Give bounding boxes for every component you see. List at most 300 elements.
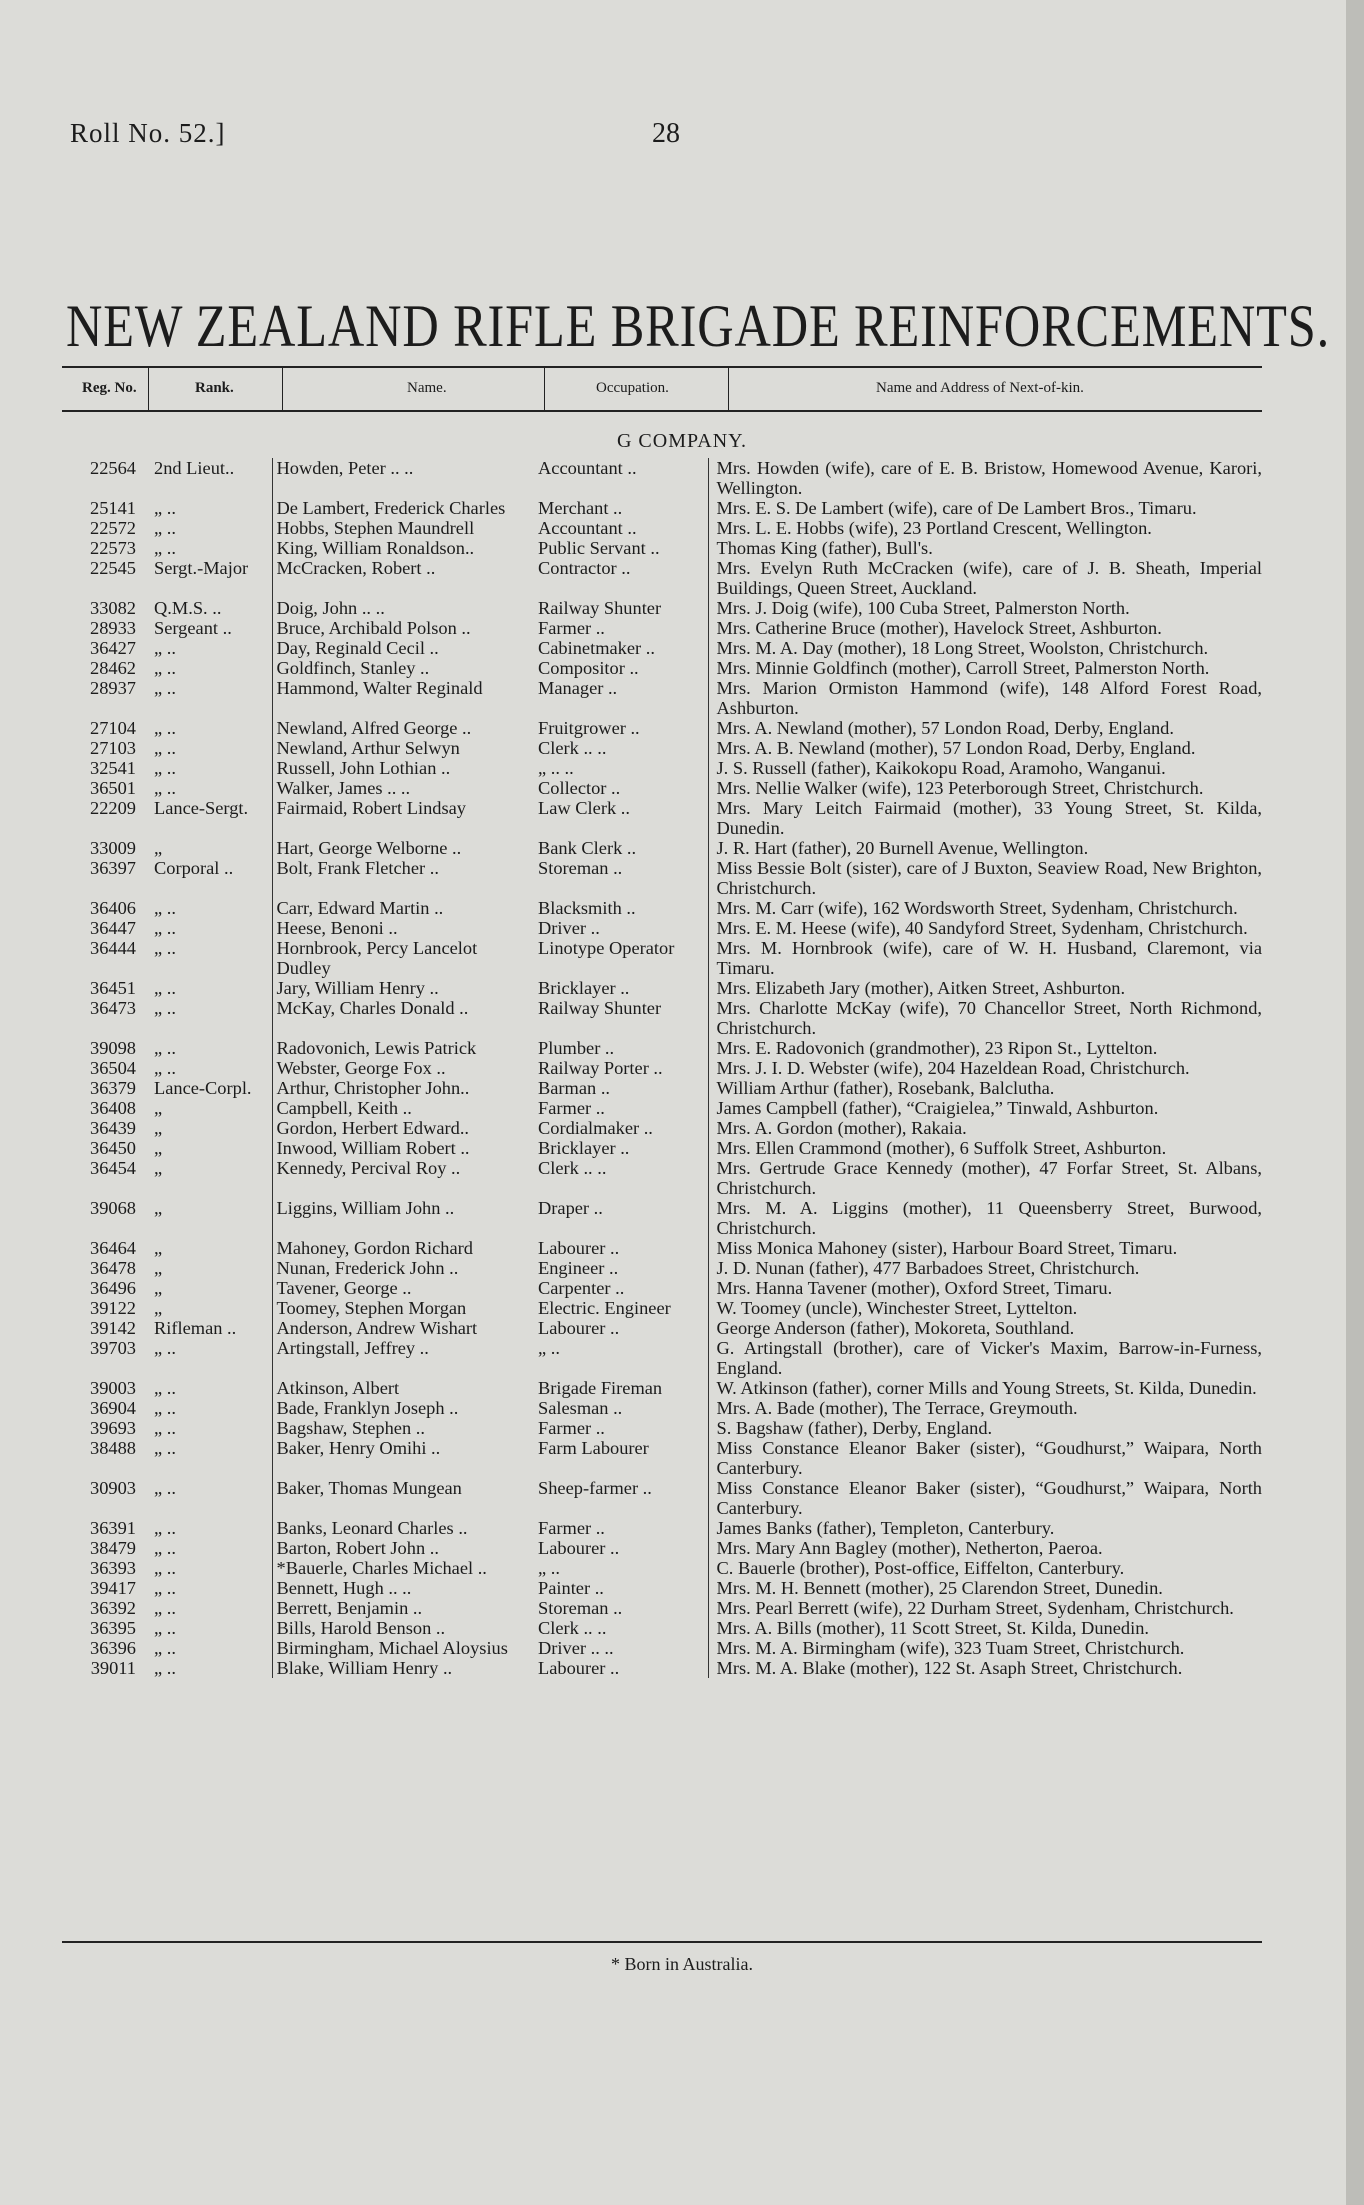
reg-no-cell: 39122 (90, 1298, 136, 1318)
table-row (62, 1098, 1262, 1118)
table-row (62, 598, 1262, 618)
table-row (62, 458, 1262, 498)
occupation-cell: Manager .. (538, 678, 618, 698)
table-row (62, 1278, 1262, 1298)
rank-cell: „ .. (154, 778, 176, 798)
rank-cell: „ (154, 1158, 163, 1178)
roll-table (62, 458, 1262, 1678)
reg-no-cell: 22572 (90, 518, 136, 538)
reg-no-cell: 33009 (90, 838, 136, 858)
table-row (62, 658, 1262, 678)
name-cell: Doig, John .. .. (272, 598, 530, 618)
table-row (62, 1138, 1262, 1158)
table-row (62, 1438, 1262, 1478)
occupation-cell: Labourer .. (538, 1238, 620, 1258)
name-cell: McKay, Charles Donald .. (272, 998, 530, 1038)
name-cell: King, William Ronaldson.. (272, 538, 530, 558)
table-row (62, 1638, 1262, 1658)
reg-no-cell: 36395 (90, 1618, 136, 1638)
occupation-cell: Cordialmaker .. (538, 1118, 653, 1138)
rank-cell: Lance-Corpl. (154, 1078, 252, 1098)
occupation-cell: Farmer .. (538, 1518, 605, 1538)
rank-cell: „ .. (154, 1658, 176, 1678)
rank-cell: „ .. (154, 1538, 176, 1558)
next-of-kin-cell: Miss Bessie Bolt (sister), care of J Buxton, Seaview Road, New Brighton, Christchurch. (708, 858, 1262, 898)
occupation-cell: Electric. Engineer (538, 1298, 671, 1318)
next-of-kin-cell: Mrs. Charlotte McKay (wife), 70 Chancellor Street, North Richmond, Christchurch. (708, 998, 1262, 1038)
name-cell: Baker, Thomas Mungean (272, 1478, 530, 1518)
next-of-kin-cell: Mrs. Evelyn Ruth McCracken (wife), care of J. B. Sheath, Imperial Buildings, Queen Street, Auckland. (708, 558, 1262, 598)
table-row (62, 1158, 1262, 1198)
table-row (62, 638, 1262, 658)
reg-no-cell: 27103 (90, 738, 136, 758)
next-of-kin-cell: Mrs. A. Newland (mother), 57 London Road, Derby, England. (708, 718, 1262, 738)
next-of-kin-cell: Miss Monica Mahoney (sister), Harbour Board Street, Timaru. (708, 1238, 1262, 1258)
name-cell: Bagshaw, Stephen .. (272, 1418, 530, 1438)
occupation-cell: Railway Shunter (538, 998, 662, 1018)
name-cell: Tavener, George .. (272, 1278, 530, 1298)
col-divider (148, 368, 149, 410)
name-cell: Goldfinch, Stanley .. (272, 658, 530, 678)
table-row (62, 1058, 1262, 1078)
occupation-cell: „ .. (538, 1338, 560, 1358)
next-of-kin-cell: Mrs. M. Hornbrook (wife), care of W. H. Husband, Claremont, via Timaru. (708, 938, 1262, 978)
next-of-kin-cell: Mrs. E. S. De Lambert (wife), care of De Lambert Bros., Timaru. (708, 498, 1262, 518)
reg-no-cell: 36454 (90, 1158, 136, 1178)
next-of-kin-cell: G. Artingstall (brother), care of Vicker's Maxim, Barrow-in-Furness, England. (708, 1338, 1262, 1378)
table-row (62, 778, 1262, 798)
rank-cell: „ (154, 1118, 163, 1138)
next-of-kin-cell: Mrs. A. Gordon (mother), Rakaia. (708, 1118, 1262, 1138)
next-of-kin-cell: Mrs. E. Radovonich (grandmother), 23 Ripon St., Lyttelton. (708, 1038, 1262, 1058)
name-cell: Birmingham, Michael Aloysius (272, 1638, 530, 1658)
table-row (62, 1598, 1262, 1618)
name-cell: Gordon, Herbert Edward.. (272, 1118, 530, 1138)
next-of-kin-cell: James Campbell (father), “Craigielea,” Tinwald, Ashburton. (708, 1098, 1262, 1118)
rank-cell: „ .. (154, 678, 176, 698)
name-cell: Anderson, Andrew Wishart (272, 1318, 530, 1338)
name-cell: Howden, Peter .. .. (272, 458, 530, 498)
name-cell: Bolt, Frank Fletcher .. (272, 858, 530, 898)
reg-no-cell: 36397 (90, 858, 136, 878)
rank-cell: Sergt.-Major (154, 558, 249, 578)
table-row (62, 1038, 1262, 1058)
reg-no-cell: 36451 (90, 978, 136, 998)
name-cell: Radovonich, Lewis Patrick (272, 1038, 530, 1058)
occupation-cell: Linotype Operator (538, 938, 675, 958)
table-row (62, 738, 1262, 758)
occupation-cell: Labourer .. (538, 1538, 620, 1558)
name-cell: Banks, Leonard Charles .. (272, 1518, 530, 1538)
occupation-cell: Farm Labourer (538, 1438, 649, 1458)
rank-cell: „ .. (154, 658, 176, 678)
rank-cell: „ (154, 1198, 163, 1218)
rank-cell: „ .. (154, 1438, 176, 1458)
occupation-cell: Fruitgrower .. (538, 718, 640, 738)
reg-no-cell: 28462 (90, 658, 136, 678)
occupation-cell: Brigade Fireman (538, 1378, 663, 1398)
next-of-kin-cell: Mrs. Gertrude Grace Kennedy (mother), 47 Forfar Street, St. Albans, Christchurch. (708, 1158, 1262, 1198)
next-of-kin-cell: Mrs. M. A. Liggins (mother), 11 Queensberry Street, Burwood, Christchurch. (708, 1198, 1262, 1238)
occupation-cell: Storeman .. (538, 858, 623, 878)
rank-cell: „ (154, 1098, 163, 1118)
occupation-cell: Farmer .. (538, 618, 605, 638)
name-cell: Day, Reginald Cecil .. (272, 638, 530, 658)
company-heading: G COMPANY. (616, 430, 748, 452)
reg-no-cell: 33082 (90, 598, 136, 618)
next-of-kin-cell: J. S. Russell (father), Kaikokopu Road, Aramoho, Wanganui. (708, 758, 1262, 778)
table-row (62, 1418, 1262, 1438)
reg-no-cell: 36447 (90, 918, 136, 938)
page-edge (1346, 0, 1364, 2205)
table-row (62, 1398, 1262, 1418)
table-row (62, 898, 1262, 918)
next-of-kin-cell: George Anderson (father), Mokoreta, Southland. (708, 1318, 1262, 1338)
name-cell: Hobbs, Stephen Maundrell (272, 518, 530, 538)
rank-cell: „ (154, 1278, 163, 1298)
occupation-cell: Accountant .. (538, 458, 637, 478)
table-row (62, 858, 1262, 898)
table-row (62, 1198, 1262, 1238)
reg-no-cell: 22564 (90, 458, 136, 478)
next-of-kin-cell: Mrs. M. A. Birmingham (wife), 323 Tuam Street, Christchurch. (708, 1638, 1262, 1658)
rank-cell: „ .. (154, 1558, 176, 1578)
name-cell: Kennedy, Percival Roy .. (272, 1158, 530, 1198)
occupation-cell: Bank Clerk .. (538, 838, 637, 858)
occupation-cell: Railway Porter .. (538, 1058, 663, 1078)
reg-no-cell: 36427 (90, 638, 136, 658)
rank-cell: „ .. (154, 738, 176, 758)
reg-no-cell: 36406 (90, 898, 136, 918)
next-of-kin-cell: Mrs. Howden (wife), care of E. B. Bristow, Homewood Avenue, Karori, Wellington. (708, 458, 1262, 498)
name-cell: Inwood, William Robert .. (272, 1138, 530, 1158)
table-row (62, 918, 1262, 938)
name-cell: De Lambert, Frederick Charles (272, 498, 530, 518)
occupation-cell: Clerk .. .. (538, 1158, 607, 1178)
reg-no-cell: 28937 (90, 678, 136, 698)
rank-cell: „ .. (154, 1418, 176, 1438)
next-of-kin-cell: Mrs. Catherine Bruce (mother), Havelock Street, Ashburton. (708, 618, 1262, 638)
occupation-cell: Draper .. (538, 1198, 603, 1218)
next-of-kin-cell: Mrs. Marion Ormiston Hammond (wife), 148 Alford Forest Road, Ashburton. (708, 678, 1262, 718)
next-of-kin-cell: Mrs. E. M. Heese (wife), 40 Sandyford Street, Sydenham, Christchurch. (708, 918, 1262, 938)
reg-no-cell: 38479 (90, 1538, 136, 1558)
reg-no-cell: 39703 (90, 1338, 136, 1358)
next-of-kin-cell: Miss Constance Eleanor Baker (sister), “Goudhurst,” Waipara, North Canterbury. (708, 1478, 1262, 1518)
reg-no-cell: 25141 (90, 498, 136, 518)
occupation-cell: Blacksmith .. (538, 898, 636, 918)
next-of-kin-cell: J. D. Nunan (father), 477 Barbadoes Street, Christchurch. (708, 1258, 1262, 1278)
rank-cell: „ .. (154, 1638, 176, 1658)
rank-cell: „ .. (154, 538, 176, 558)
occupation-cell: Driver .. (538, 918, 600, 938)
table-row (62, 1538, 1262, 1558)
table-row (62, 518, 1262, 538)
reg-no-cell: 36408 (90, 1098, 136, 1118)
footnote: * Born in Australia. (611, 1954, 753, 1974)
reg-no-cell: 22209 (90, 798, 136, 818)
reg-no-cell: 36439 (90, 1118, 136, 1138)
reg-no-cell: 27104 (90, 718, 136, 738)
reg-no-cell: 36473 (90, 998, 136, 1018)
occupation-cell: Law Clerk .. (538, 798, 630, 818)
table-row (62, 1478, 1262, 1518)
rank-cell: „ .. (154, 1598, 176, 1618)
reg-no-cell: 36391 (90, 1518, 136, 1538)
next-of-kin-cell: Mrs. M. Carr (wife), 162 Wordsworth Street, Sydenham, Christchurch. (708, 898, 1262, 918)
col-divider (282, 368, 283, 410)
header-rule-bottom (62, 410, 1262, 412)
name-cell: Blake, William Henry .. (272, 1658, 530, 1678)
occupation-cell: Public Servant .. (538, 538, 660, 558)
table-row (62, 1118, 1262, 1138)
reg-no-cell: 36904 (90, 1398, 136, 1418)
reg-no-cell: 36450 (90, 1138, 136, 1158)
table-row (62, 978, 1262, 998)
reg-no-cell: 39068 (90, 1198, 136, 1218)
next-of-kin-cell: Mrs. A. Bills (mother), 11 Scott Street, St. Kilda, Dunedin. (708, 1618, 1262, 1638)
table-row (62, 538, 1262, 558)
reg-no-cell: 36393 (90, 1558, 136, 1578)
table-row (62, 1298, 1262, 1318)
col-name: Name. (407, 380, 447, 396)
rank-cell: „ .. (154, 1578, 176, 1598)
reg-no-cell: 39098 (90, 1038, 136, 1058)
next-of-kin-cell: W. Toomey (uncle), Winchester Street, Lyttelton. (708, 1298, 1262, 1318)
occupation-cell: Engineer .. (538, 1258, 619, 1278)
occupation-cell: Labourer .. (538, 1658, 620, 1678)
name-cell: Hornbrook, Percy Lancelot Dudley (272, 938, 530, 978)
occupation-cell: Merchant .. (538, 498, 623, 518)
reg-no-cell: 38488 (90, 1438, 136, 1458)
col-rank: Rank. (195, 380, 234, 396)
next-of-kin-cell: Miss Constance Eleanor Baker (sister), “Goudhurst,” Waipara, North Canterbury. (708, 1438, 1262, 1478)
column-header-row (62, 368, 1262, 410)
name-cell: Arthur, Christopher John.. (272, 1078, 530, 1098)
page-number: 28 (652, 118, 680, 149)
rank-cell: „ .. (154, 1618, 176, 1638)
name-cell: Heese, Benoni .. (272, 918, 530, 938)
rank-cell: „ .. (154, 998, 176, 1018)
occupation-cell: Storeman .. (538, 1598, 623, 1618)
name-cell: Fairmaid, Robert Lindsay (272, 798, 530, 838)
table-row (62, 618, 1262, 638)
occupation-cell: Driver .. .. (538, 1638, 614, 1658)
next-of-kin-cell: Mrs. A. Bade (mother), The Terrace, Greymouth. (708, 1398, 1262, 1418)
rank-cell: 2nd Lieut.. (154, 458, 235, 478)
rank-cell: „ .. (154, 1338, 176, 1358)
table-row (62, 1258, 1262, 1278)
table-row (62, 1658, 1262, 1678)
name-cell: Barton, Robert John .. (272, 1538, 530, 1558)
name-cell: Mahoney, Gordon Richard (272, 1238, 530, 1258)
table-row (62, 1338, 1262, 1378)
col-divider (544, 368, 545, 410)
table-row (62, 678, 1262, 718)
next-of-kin-cell: J. R. Hart (father), 20 Burnell Avenue, Wellington. (708, 838, 1262, 858)
next-of-kin-cell: Mrs. M. A. Day (mother), 18 Long Street, Woolston, Christchurch. (708, 638, 1262, 658)
table-row (62, 998, 1262, 1038)
occupation-cell: Clerk .. .. (538, 1618, 607, 1638)
name-cell: Russell, John Lothian .. (272, 758, 530, 778)
name-cell: Atkinson, Albert (272, 1378, 530, 1398)
next-of-kin-cell: Mrs. Nellie Walker (wife), 123 Peterborough Street, Christchurch. (708, 778, 1262, 798)
rank-cell: „ (154, 838, 163, 858)
rank-cell: „ .. (154, 758, 176, 778)
reg-no-cell: 39417 (90, 1578, 136, 1598)
rank-cell: „ .. (154, 978, 176, 998)
table-row (62, 1518, 1262, 1538)
name-cell: Hart, George Welborne .. (272, 838, 530, 858)
rank-cell: „ .. (154, 518, 176, 538)
rank-cell: „ (154, 1238, 163, 1258)
next-of-kin-cell: Mrs. M. H. Bennett (mother), 25 Clarendon Street, Dunedin. (708, 1578, 1262, 1598)
name-cell: Campbell, Keith .. (272, 1098, 530, 1118)
reg-no-cell: 36396 (90, 1638, 136, 1658)
next-of-kin-cell: Mrs. Pearl Berrett (wife), 22 Durham Street, Sydenham, Christchurch. (708, 1598, 1262, 1618)
table-row (62, 1578, 1262, 1598)
occupation-cell: „ .. .. (538, 758, 574, 778)
name-cell: Baker, Henry Omihi .. (272, 1438, 530, 1478)
footer-rule (62, 1941, 1262, 1943)
occupation-cell: Farmer .. (538, 1418, 605, 1438)
next-of-kin-cell: Mrs. J. I. D. Webster (wife), 204 Hazeldean Road, Christchurch. (708, 1058, 1262, 1078)
table-row (62, 1378, 1262, 1398)
roll-table-body (62, 458, 1262, 1678)
reg-no-cell: 39003 (90, 1378, 136, 1398)
rank-cell: „ .. (154, 498, 176, 518)
next-of-kin-cell: William Arthur (father), Rosebank, Balclutha. (708, 1078, 1262, 1098)
rank-cell: Rifleman .. (154, 1318, 237, 1338)
roll-number: Roll No. 52.] (70, 118, 226, 148)
occupation-cell: Carpenter .. (538, 1278, 625, 1298)
rank-cell: „ (154, 1138, 163, 1158)
reg-no-cell: 28933 (90, 618, 136, 638)
col-next-of-kin: Name and Address of Next-of-kin. (876, 380, 1084, 396)
reg-no-cell: 39011 (90, 1658, 136, 1678)
reg-no-cell: 22545 (90, 558, 136, 578)
table-row (62, 838, 1262, 858)
name-cell: Bruce, Archibald Polson .. (272, 618, 530, 638)
table-row (62, 1078, 1262, 1098)
name-cell: Hammond, Walter Reginald (272, 678, 530, 718)
occupation-cell: Accountant .. (538, 518, 637, 538)
name-cell: Bennett, Hugh .. .. (272, 1578, 530, 1598)
next-of-kin-cell: James Banks (father), Templeton, Canterbury. (708, 1518, 1262, 1538)
reg-no-cell: 36501 (90, 778, 136, 798)
name-cell: Newland, Alfred George .. (272, 718, 530, 738)
occupation-cell: Bricklayer .. (538, 978, 630, 998)
next-of-kin-cell: Mrs. M. A. Blake (mother), 122 St. Asaph Street, Christchurch. (708, 1658, 1262, 1678)
rank-cell: „ .. (154, 1518, 176, 1538)
table-row (62, 1618, 1262, 1638)
reg-no-cell: 36464 (90, 1238, 136, 1258)
name-cell: *Bauerle, Charles Michael .. (272, 1558, 530, 1578)
table-row (62, 498, 1262, 518)
rank-cell: Lance-Sergt. (154, 798, 249, 818)
occupation-cell: Sheep-farmer .. (538, 1478, 652, 1498)
name-cell: Webster, George Fox .. (272, 1058, 530, 1078)
name-cell: Bade, Franklyn Joseph .. (272, 1398, 530, 1418)
name-cell: Berrett, Benjamin .. (272, 1598, 530, 1618)
occupation-cell: Compositor .. (538, 658, 639, 678)
rank-cell: „ .. (154, 918, 176, 938)
rank-cell: „ .. (154, 718, 176, 738)
name-cell: Jary, William Henry .. (272, 978, 530, 998)
table-row (62, 1318, 1262, 1338)
reg-no-cell: 36496 (90, 1278, 136, 1298)
reg-no-cell: 36504 (90, 1058, 136, 1078)
name-cell: Toomey, Stephen Morgan (272, 1298, 530, 1318)
occupation-cell: Barman .. (538, 1078, 611, 1098)
next-of-kin-cell: Thomas King (father), Bull's. (708, 538, 1262, 558)
table-row (62, 1558, 1262, 1578)
table-row (62, 558, 1262, 598)
rank-cell: „ .. (154, 638, 176, 658)
name-cell: Nunan, Frederick John .. (272, 1258, 530, 1278)
rank-cell: „ .. (154, 1038, 176, 1058)
next-of-kin-cell: Mrs. Mary Leitch Fairmaid (mother), 33 Young Street, St. Kilda, Dunedin. (708, 798, 1262, 838)
occupation-cell: Collector .. (538, 778, 621, 798)
occupation-cell: Clerk .. .. (538, 738, 607, 758)
next-of-kin-cell: W. Atkinson (father), corner Mills and Young Streets, St. Kilda, Dunedin. (708, 1378, 1262, 1398)
rank-cell: „ .. (154, 898, 176, 918)
next-of-kin-cell: Mrs. Mary Ann Bagley (mother), Netherton, Paeroa. (708, 1538, 1262, 1558)
next-of-kin-cell: Mrs. A. B. Newland (mother), 57 London Road, Derby, England. (708, 738, 1262, 758)
name-cell: Bills, Harold Benson .. (272, 1618, 530, 1638)
reg-no-cell: 30903 (90, 1478, 136, 1498)
occupation-cell: Railway Shunter (538, 598, 662, 618)
next-of-kin-cell: S. Bagshaw (father), Derby, England. (708, 1418, 1262, 1438)
name-cell: Artingstall, Jeffrey .. (272, 1338, 530, 1378)
rank-cell: Sergeant .. (154, 618, 232, 638)
occupation-cell: Plumber .. (538, 1038, 615, 1058)
rank-cell: Q.M.S. .. (154, 598, 222, 618)
next-of-kin-cell: Mrs. Elizabeth Jary (mother), Aitken Street, Ashburton. (708, 978, 1262, 998)
col-reg-no: Reg. No. (82, 380, 137, 396)
next-of-kin-cell: Mrs. J. Doig (wife), 100 Cuba Street, Palmerston North. (708, 598, 1262, 618)
next-of-kin-cell: C. Bauerle (brother), Post-office, Eiffelton, Canterbury. (708, 1558, 1262, 1578)
reg-no-cell: 39693 (90, 1418, 136, 1438)
rank-cell: „ .. (154, 938, 176, 958)
name-cell: Carr, Edward Martin .. (272, 898, 530, 918)
rank-cell: „ .. (154, 1398, 176, 1418)
occupation-cell: Contractor .. (538, 558, 631, 578)
page-title: NEW ZEALAND RIFLE BRIGADE REINFORCEMENTS. (66, 293, 1331, 359)
occupation-cell: „ .. (538, 1558, 560, 1578)
occupation-cell: Bricklayer .. (538, 1138, 630, 1158)
reg-no-cell: 36392 (90, 1598, 136, 1618)
col-occupation: Occupation. (596, 380, 669, 396)
reg-no-cell: 36444 (90, 938, 136, 958)
rank-cell: „ .. (154, 1058, 176, 1078)
occupation-cell: Salesman .. (538, 1398, 623, 1418)
name-cell: Newland, Arthur Selwyn (272, 738, 530, 758)
occupation-cell: Cabinetmaker .. (538, 638, 655, 658)
rank-cell: „ (154, 1298, 163, 1318)
rank-cell: „ .. (154, 1478, 176, 1498)
reg-no-cell: 39142 (90, 1318, 136, 1338)
name-cell: Liggins, William John .. (272, 1198, 530, 1238)
table-row (62, 758, 1262, 778)
occupation-cell: Labourer .. (538, 1318, 620, 1338)
reg-no-cell: 32541 (90, 758, 136, 778)
name-cell: McCracken, Robert .. (272, 558, 530, 598)
col-divider (728, 368, 729, 410)
occupation-cell: Farmer .. (538, 1098, 605, 1118)
occupation-cell: Painter .. (538, 1578, 604, 1598)
reg-no-cell: 36379 (90, 1078, 136, 1098)
